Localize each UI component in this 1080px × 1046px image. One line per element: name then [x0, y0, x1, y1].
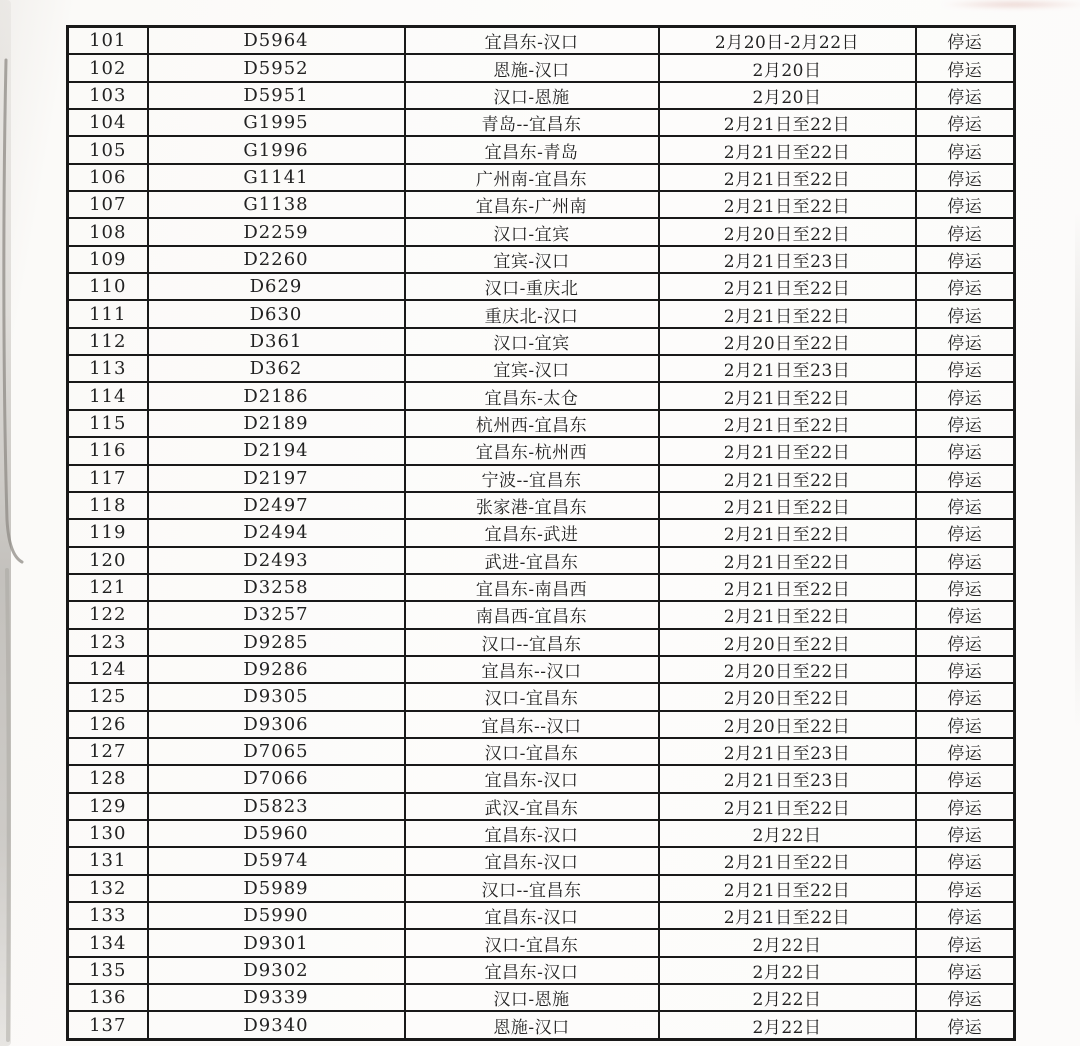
status-cell: 停运: [916, 465, 1015, 492]
dates-cell: 2月21日至22日: [659, 574, 916, 601]
route-cell: 宜宾-汉口: [405, 246, 659, 273]
route-cell: 宜昌东-太仓: [405, 382, 659, 409]
train-number-cell: D362: [148, 355, 405, 382]
table-row: [68, 957, 1015, 984]
train-number-cell: D2197: [148, 465, 405, 492]
paper-left-edge-artifact: [0, 0, 11, 1046]
dates-cell: 2月22日: [659, 957, 916, 984]
status-cell: 停运: [916, 765, 1015, 792]
status-cell: 停运: [916, 437, 1015, 464]
row-number-cell: 136: [68, 984, 148, 1011]
dates-cell: 2月20日至22日: [659, 218, 916, 245]
route-cell: 宁波--宜昌东: [405, 465, 659, 492]
route-cell: 汉口--宜昌东: [405, 629, 659, 656]
table-row: [68, 629, 1015, 656]
route-cell: 汉口-宜宾: [405, 328, 659, 355]
train-suspension-table: [66, 25, 1016, 1041]
dates-cell: 2月21日至22日: [659, 793, 916, 820]
train-number-cell: D9285: [148, 629, 405, 656]
status-cell: 停运: [916, 273, 1015, 300]
route-cell: 宜昌东-汉口: [405, 820, 659, 847]
row-number-cell: 118: [68, 492, 148, 519]
route-cell: 恩施-汉口: [405, 54, 659, 81]
table-row: [68, 820, 1015, 847]
route-cell: 广州南-宜昌东: [405, 164, 659, 191]
table-row: [68, 984, 1015, 1011]
table-row: [68, 902, 1015, 929]
row-number-cell: 127: [68, 738, 148, 765]
route-cell: 汉口-宜昌东: [405, 738, 659, 765]
route-cell: 汉口-宜昌东: [405, 683, 659, 710]
status-cell: 停运: [916, 519, 1015, 546]
route-cell: 宜昌东-南昌西: [405, 574, 659, 601]
status-cell: 停运: [916, 820, 1015, 847]
train-suspension-table-container: [66, 25, 1013, 1041]
train-number-cell: D2186: [148, 382, 405, 409]
train-number-cell: D3257: [148, 601, 405, 628]
dates-cell: 2月20日至22日: [659, 683, 916, 710]
row-number-cell: 107: [68, 191, 148, 218]
row-number-cell: 119: [68, 519, 148, 546]
train-number-cell: G1995: [148, 109, 405, 136]
train-number-cell: D5951: [148, 82, 405, 109]
train-number-cell: D7065: [148, 738, 405, 765]
table-row: [68, 519, 1015, 546]
status-cell: 停运: [916, 382, 1015, 409]
dates-cell: 2月21日至22日: [659, 437, 916, 464]
row-number-cell: 104: [68, 109, 148, 136]
route-cell: 宜昌东-广州南: [405, 191, 659, 218]
status-cell: 停运: [916, 328, 1015, 355]
status-cell: 停运: [916, 191, 1015, 218]
table-row: [68, 191, 1015, 218]
table-row: [68, 355, 1015, 382]
train-number-cell: D7066: [148, 765, 405, 792]
status-cell: 停运: [916, 711, 1015, 738]
table-row: [68, 410, 1015, 437]
table-row: [68, 218, 1015, 245]
train-number-cell: D5964: [148, 27, 405, 55]
route-cell: 宜昌东-汉口: [405, 847, 659, 874]
row-number-cell: 135: [68, 957, 148, 984]
dates-cell: 2月21日至23日: [659, 355, 916, 382]
status-cell: 停运: [916, 492, 1015, 519]
table-row: [68, 656, 1015, 683]
status-cell: 停运: [916, 793, 1015, 820]
table-row: [68, 136, 1015, 163]
train-number-cell: D5989: [148, 875, 405, 902]
table-row: [68, 929, 1015, 956]
table-body: [68, 27, 1015, 1040]
train-number-cell: D2194: [148, 437, 405, 464]
dates-cell: 2月21日至23日: [659, 765, 916, 792]
status-cell: 停运: [916, 27, 1015, 55]
table-row: [68, 328, 1015, 355]
table-row: [68, 1011, 1015, 1039]
row-number-cell: 126: [68, 711, 148, 738]
route-cell: 宜昌东-武进: [405, 519, 659, 546]
route-cell: 宜昌东-杭州西: [405, 437, 659, 464]
table-row: [68, 273, 1015, 300]
status-cell: 停运: [916, 136, 1015, 163]
row-number-cell: 109: [68, 246, 148, 273]
row-number-cell: 137: [68, 1011, 148, 1039]
train-number-cell: G1996: [148, 136, 405, 163]
dates-cell: 2月21日至22日: [659, 902, 916, 929]
dates-cell: 2月20日至22日: [659, 711, 916, 738]
status-cell: 停运: [916, 164, 1015, 191]
table-row: [68, 711, 1015, 738]
dates-cell: 2月21日至22日: [659, 601, 916, 628]
row-number-cell: 129: [68, 793, 148, 820]
row-number-cell: 106: [68, 164, 148, 191]
dates-cell: 2月20日至22日: [659, 328, 916, 355]
train-number-cell: D2497: [148, 492, 405, 519]
train-number-cell: D5990: [148, 902, 405, 929]
row-number-cell: 128: [68, 765, 148, 792]
dates-cell: 2月21日至22日: [659, 875, 916, 902]
row-number-cell: 112: [68, 328, 148, 355]
row-number-cell: 121: [68, 574, 148, 601]
row-number-cell: 125: [68, 683, 148, 710]
paper-right-edge-artifact: [1075, 210, 1080, 730]
route-cell: 宜昌东-汉口: [405, 765, 659, 792]
table-row: [68, 793, 1015, 820]
route-cell: 汉口-重庆北: [405, 273, 659, 300]
status-cell: 停运: [916, 246, 1015, 273]
route-cell: 汉口--宜昌东: [405, 875, 659, 902]
row-number-cell: 133: [68, 902, 148, 929]
row-number-cell: 103: [68, 82, 148, 109]
route-cell: 宜宾-汉口: [405, 355, 659, 382]
table-row: [68, 300, 1015, 327]
train-number-cell: D5952: [148, 54, 405, 81]
row-number-cell: 123: [68, 629, 148, 656]
route-cell: 张家港-宜昌东: [405, 492, 659, 519]
status-cell: 停运: [916, 1011, 1015, 1039]
status-cell: 停运: [916, 410, 1015, 437]
route-cell: 宜昌东-汉口: [405, 957, 659, 984]
table-row: [68, 738, 1015, 765]
train-number-cell: D9306: [148, 711, 405, 738]
dates-cell: 2月21日至22日: [659, 382, 916, 409]
table-row: [68, 574, 1015, 601]
dates-cell: 2月20日至22日: [659, 656, 916, 683]
dates-cell: 2月21日至22日: [659, 136, 916, 163]
dates-cell: 2月22日: [659, 820, 916, 847]
train-number-cell: D361: [148, 328, 405, 355]
dates-cell: 2月21日至22日: [659, 519, 916, 546]
status-cell: 停运: [916, 656, 1015, 683]
route-cell: 青岛--宜昌东: [405, 109, 659, 136]
dates-cell: 2月21日至22日: [659, 300, 916, 327]
status-cell: 停运: [916, 847, 1015, 874]
table-row: [68, 875, 1015, 902]
train-number-cell: D630: [148, 300, 405, 327]
status-cell: 停运: [916, 601, 1015, 628]
train-number-cell: D2260: [148, 246, 405, 273]
route-cell: 宜昌东--汉口: [405, 711, 659, 738]
route-cell: 汉口-宜宾: [405, 218, 659, 245]
route-cell: 重庆北-汉口: [405, 300, 659, 327]
status-cell: 停运: [916, 82, 1015, 109]
train-number-cell: D5823: [148, 793, 405, 820]
scan-smudge-artifact: [940, 0, 1080, 9]
row-number-cell: 101: [68, 27, 148, 55]
dates-cell: 2月21日至22日: [659, 410, 916, 437]
route-cell: 汉口-宜昌东: [405, 929, 659, 956]
status-cell: 停运: [916, 300, 1015, 327]
train-number-cell: D9302: [148, 957, 405, 984]
row-number-cell: 134: [68, 929, 148, 956]
status-cell: 停运: [916, 929, 1015, 956]
row-number-cell: 115: [68, 410, 148, 437]
dates-cell: 2月21日至22日: [659, 465, 916, 492]
train-number-cell: D2493: [148, 547, 405, 574]
status-cell: 停运: [916, 109, 1015, 136]
train-number-cell: D2494: [148, 519, 405, 546]
table-row: [68, 683, 1015, 710]
table-row: [68, 847, 1015, 874]
table-row: [68, 437, 1015, 464]
status-cell: 停运: [916, 902, 1015, 929]
train-number-cell: D3258: [148, 574, 405, 601]
status-cell: 停运: [916, 218, 1015, 245]
train-number-cell: D9305: [148, 683, 405, 710]
table-row: [68, 54, 1015, 81]
route-cell: 武汉-宜昌东: [405, 793, 659, 820]
route-cell: 汉口-恩施: [405, 82, 659, 109]
table-row: [68, 601, 1015, 628]
dates-cell: 2月21日至22日: [659, 109, 916, 136]
dates-cell: 2月22日: [659, 984, 916, 1011]
row-number-cell: 131: [68, 847, 148, 874]
status-cell: 停运: [916, 355, 1015, 382]
row-number-cell: 113: [68, 355, 148, 382]
status-cell: 停运: [916, 984, 1015, 1011]
row-number-cell: 132: [68, 875, 148, 902]
dates-cell: 2月20日: [659, 82, 916, 109]
dates-cell: 2月21日至23日: [659, 738, 916, 765]
dates-cell: 2月20日至22日: [659, 629, 916, 656]
row-number-cell: 108: [68, 218, 148, 245]
row-number-cell: 111: [68, 300, 148, 327]
train-number-cell: D9339: [148, 984, 405, 1011]
dates-cell: 2月21日至22日: [659, 273, 916, 300]
route-cell: 汉口-恩施: [405, 984, 659, 1011]
status-cell: 停运: [916, 574, 1015, 601]
train-number-cell: G1138: [148, 191, 405, 218]
status-cell: 停运: [916, 683, 1015, 710]
row-number-cell: 102: [68, 54, 148, 81]
row-number-cell: 130: [68, 820, 148, 847]
dates-cell: 2月21日至22日: [659, 547, 916, 574]
table-row: [68, 82, 1015, 109]
table-row: [68, 27, 1015, 55]
status-cell: 停运: [916, 957, 1015, 984]
status-cell: 停运: [916, 738, 1015, 765]
dates-cell: 2月22日: [659, 1011, 916, 1039]
table-row: [68, 547, 1015, 574]
train-number-cell: D2189: [148, 410, 405, 437]
status-cell: 停运: [916, 629, 1015, 656]
route-cell: 杭州西-宜昌东: [405, 410, 659, 437]
route-cell: 宜昌东-汉口: [405, 902, 659, 929]
table-row: [68, 465, 1015, 492]
route-cell: 南昌西-宜昌东: [405, 601, 659, 628]
train-number-cell: G1141: [148, 164, 405, 191]
train-number-cell: D629: [148, 273, 405, 300]
table-row: [68, 765, 1015, 792]
table-row: [68, 164, 1015, 191]
row-number-cell: 124: [68, 656, 148, 683]
dates-cell: 2月21日至22日: [659, 492, 916, 519]
train-number-cell: D9301: [148, 929, 405, 956]
dates-cell: 2月20日: [659, 54, 916, 81]
dates-cell: 2月22日: [659, 929, 916, 956]
row-number-cell: 114: [68, 382, 148, 409]
row-number-cell: 120: [68, 547, 148, 574]
route-cell: 宜昌东--汉口: [405, 656, 659, 683]
train-number-cell: D5960: [148, 820, 405, 847]
row-number-cell: 117: [68, 465, 148, 492]
row-number-cell: 122: [68, 601, 148, 628]
route-cell: 恩施-汉口: [405, 1011, 659, 1039]
dates-cell: 2月21日至22日: [659, 164, 916, 191]
train-number-cell: D9340: [148, 1011, 405, 1039]
table-row: [68, 109, 1015, 136]
dates-cell: 2月21日至22日: [659, 191, 916, 218]
table-row: [68, 382, 1015, 409]
route-cell: 宜昌东-汉口: [405, 27, 659, 55]
status-cell: 停运: [916, 875, 1015, 902]
row-number-cell: 110: [68, 273, 148, 300]
status-cell: 停运: [916, 54, 1015, 81]
train-number-cell: D5974: [148, 847, 405, 874]
train-number-cell: D2259: [148, 218, 405, 245]
table-row: [68, 246, 1015, 273]
dates-cell: 2月21日至22日: [659, 847, 916, 874]
dates-cell: 2月20日-2月22日: [659, 27, 916, 55]
train-number-cell: D9286: [148, 656, 405, 683]
table-row: [68, 492, 1015, 519]
route-cell: 武进-宜昌东: [405, 547, 659, 574]
status-cell: 停运: [916, 547, 1015, 574]
row-number-cell: 116: [68, 437, 148, 464]
route-cell: 宜昌东-青岛: [405, 136, 659, 163]
dates-cell: 2月21日至23日: [659, 246, 916, 273]
row-number-cell: 105: [68, 136, 148, 163]
